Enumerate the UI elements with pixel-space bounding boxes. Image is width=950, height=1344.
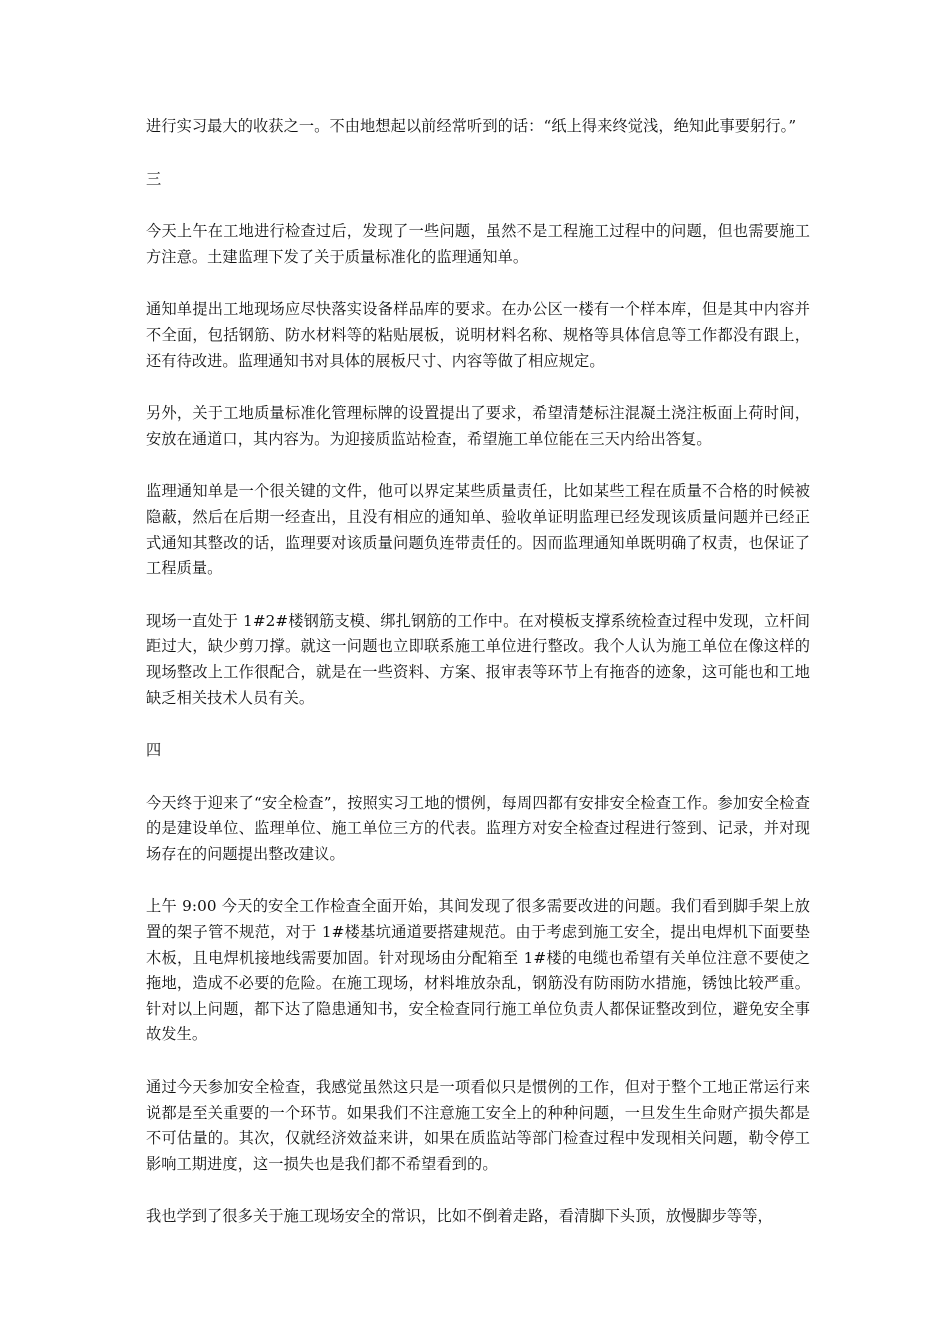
paragraph-inspection-issues: 今天上午在工地进行检查过后，发现了一些问题，虽然不是工程施工过程中的问题，但也需要施工方注意。土建监理下发了关于质量标准化的监理通知单。 — [146, 222, 810, 266]
paragraph-safety-inspection: 今天终于迎来了“安全检查”，按照实习工地的惯例，每周四都有安排安全检查工作。参加安全检查的是建设单位、监理单位、施工单位三方的代表。监理方对安全检查过程进行签到、记录，并对现场存在的问题提出整改建议。 — [146, 793, 810, 863]
paragraph-supervision-notice: 监理通知单是一个很关键的文件，他可以界定某些质量责任，比如某些工程在质量不合格的时候被隐蔽，然后在后期一经查出，且没有相应的通知单、验收单证明监理已经发现该质量问题并已经正式通知其整改的话，监理要对该质量问题负连带责任的。因而监理通知单既明确了权责，也保证了工程质量。 — [146, 482, 810, 578]
paragraph-sample-library: 通知单提出工地现场应尽快落实设备样品库的要求。在办公区一楼有一个样本库，但是其中内容并不全面，包括钢筋、防水材料等的粘贴展板，说明材料名称、规格等具体信息等工作都没有跟上，还有待改进。监理通知书对具体的展板尺寸、内容等做了相应规定。 — [146, 300, 810, 370]
paragraph-rebar-formwork: 现场一直处于 1#2#楼钢筋支模、绑扎钢筋的工作中。在对模板支撑系统检查过程中发现，立杆间距过大，缺少剪刀撑。就这一问题也立即联系施工单位进行整改。我个人认为施工单位在像这样的现场整改上工作很配合，就是在一些资料、方案、报审表等环节上有拖沓的迹象，这可能也和工地缺乏相关技术人员有关。 — [146, 611, 810, 707]
paragraph-quality-signage: 另外，关于工地质量标准化管理标牌的设置提出了要求，希望清楚标注混凝土浇注板面上荷时间，安放在通道口，其内容为。为迎接质监站检查，希望施工单位能在三天内给出答复。 — [146, 404, 810, 448]
paragraph-safety-knowledge: 我也学到了很多关于施工现场安全的常识，比如不倒着走路，看清脚下头顶，放慢脚步等等， — [146, 1207, 773, 1226]
section-heading-three: 三 — [146, 169, 162, 188]
paragraph-intro-continuation: 进行实习最大的收获之一。不由地想起以前经常听到的话：“纸上得来终觉浅，绝知此事要躬行。” — [146, 117, 797, 135]
paragraph-reflection: 通过今天参加安全检查，我感觉虽然这只是一项看似只是惯例的工作，但对于整个工地正常运行来说都是至关重要的一个环节。如果我们不注意施工安全上的种种问题，一旦发生生命财产损失都是不可估量的。其次，仅就经济效益来讲，如果在质监站等部门检查过程中发现相关问题，勒令停工影响工期进度，这一损失也是我们都不希望看到的。 — [146, 1078, 810, 1173]
document-body — [146, 114, 810, 1257]
paragraph-morning-inspection: 上午 9:00 今天的安全工作检查全面开始，其间发现了很多需要改进的问题。我们看到脚手架上放置的架子管不规范，对于 1#楼基坑通道要搭建规范。由于考虑到施工安全，提出电焊机下面要垫木板，且电焊机接地线需要加固。针对现场由分配箱至 1#楼的电缆也希望有关单位注意不要使之拖地，造成不必要的危险。在施工现场，材料堆放杂乱，钢筋没有防雨防水措施，锈蚀比较严重。针对以上问题，都下达了隐患通知书，安全检查同行施工单位负责人都保证整改到位，避免安全事故发生。 — [146, 897, 810, 1044]
section-heading-four: 四 — [146, 741, 162, 760]
